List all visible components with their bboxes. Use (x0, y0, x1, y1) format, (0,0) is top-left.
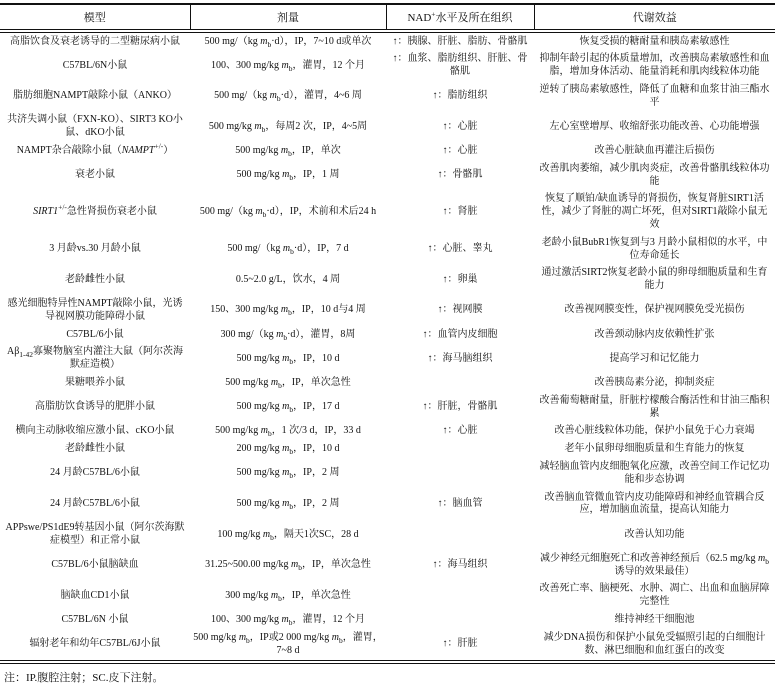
benefit-cell: 减少神经元细胞死亡和改善神经预后（62.5 mg/kg $m_b$诱导的效果最佳） (539, 552, 770, 577)
nad-cell: ↑：骨骼肌 (437, 169, 483, 181)
nad-cell (386, 611, 534, 629)
nad-cell: ↑：肾脏 (442, 206, 478, 218)
benefit-cell: 左心室壁增厚、收缩舒张功能改善、心功能增强 (549, 120, 760, 132)
dose-cell: 100 mg/kg $m_b$，隔天1次SC，28 d (217, 528, 359, 542)
model-cell: 果糖喂养小鼠 (65, 377, 125, 389)
benefit-cell: 抑制年龄引起的体质量增加，改善胰岛素敏感性和血脂，增加身体活动、能量消耗和肌肉线粒体功能 (539, 53, 770, 78)
table-row (0, 375, 775, 393)
benefit-cell: 改善肌肉萎缩，减少肌肉炎症，改善骨骼肌线粒体功能 (539, 162, 770, 187)
col-header-nad-level: NAD+水平及所在组织 (386, 4, 534, 31)
table-row (0, 489, 775, 520)
dose-cell: 100、300 mg/kg $m_b$，灌胃，12 个月 (210, 613, 366, 627)
dose-cell: 500 mg/kg $m_b$，每周2 次，IP，4~5周 (208, 120, 368, 134)
nad-cell (386, 459, 534, 490)
dose-cell: 500 mg/kg $m_b$，IP，2 周 (236, 498, 340, 511)
benefit-cell: 恢复受损的糖耐量和胰岛素敏感性 (579, 35, 730, 47)
dose-cell: 500 mg/kg $m_b$，IP，单次急性 (225, 377, 351, 391)
model-cell: 3 月龄vs.30 月龄小鼠 (49, 243, 141, 255)
table-row (0, 441, 775, 459)
table-row (0, 296, 775, 327)
model-cell: 老龄雌性小鼠 (65, 443, 125, 455)
benefit-cell: 改善视网膜变性，保护视网膜免受光损伤 (564, 304, 745, 316)
nad-cell: ↑：脂肪组织 (432, 90, 488, 102)
model-cell: 衰老小鼠 (75, 169, 115, 181)
model-cell: C57BL/6N 小鼠 (61, 613, 129, 625)
table-row (0, 611, 775, 629)
benefit-cell: 改善心脏缺血再灌注后损伤 (594, 145, 715, 157)
col-header-dose: 剂量 (190, 4, 386, 31)
benefit-cell: 通过激活SIRT2恢复老龄小鼠的卵母细胞质量和生育能力 (541, 267, 768, 292)
dose-cell: 500 mg/kg $m_b$，IP，1 周 (236, 169, 340, 183)
benefit-cell: 改善脑血管微血管内皮功能障碍和神经血管耦合反应，增加脑血流量，提高认知能力 (544, 491, 765, 516)
table-row (0, 581, 775, 612)
col-header-model: 模型 (83, 12, 106, 24)
table-row (0, 326, 775, 344)
table-row (0, 629, 775, 662)
dose-cell: 500 mg/（kg $m_b\cdot d$），灌胃，4~6 周 (214, 90, 362, 104)
benefit-cell: 减轻脑血管内皮细胞氧化应激，改善空间工作记忆功能和步态协调 (539, 461, 770, 485)
benefit-cell: 老龄小鼠BubR1恢复到与3 月龄小鼠相似的水平，中位寿命延长 (541, 236, 768, 261)
model-cell: SIRT1+/-急性肾损伤衰老小鼠 (33, 202, 157, 218)
table-row (0, 234, 775, 265)
nad-cell: ↑：心脏 (442, 145, 478, 157)
model-cell: 感光细胞特异性NAMPT敲除小鼠，光诱导视网膜功能障碍小鼠 (7, 298, 183, 322)
dose-cell: 300 mg/kg $m_b$，IP，单次急性 (225, 589, 351, 603)
nmn-mouse-study-table (0, 3, 775, 664)
table-header (0, 4, 775, 31)
table-row (0, 520, 775, 551)
benefit-cell: 恢复了顺铂/缺血诱导的肾损伤，恢复肾脏SIRT1活性，减少了肾脏的凋亡坏死，但对SIRT1敲除小鼠无效 (541, 193, 768, 231)
table-row (0, 51, 775, 82)
model-cell: 24 月龄C57BL/6小鼠 (50, 467, 140, 479)
benefit-cell: 逆转了胰岛素敏感性，降低了血糖和血浆甘油三酯水平 (539, 83, 770, 108)
nad-cell: ↑：卵巢 (442, 273, 478, 285)
table-row (0, 143, 775, 161)
dose-cell: 500 mg/kg $m_b$，IP，2 周 (236, 467, 340, 481)
model-cell: 脂肪细胞NAMPT敲除小鼠（ANKO） (13, 90, 177, 102)
benefit-cell: 改善死亡率、脑梗死、水肿、凋亡、出血和血脑屏障完整性 (539, 583, 770, 608)
dose-cell: 500 mg/kg $m_b$，IP，17 d (236, 401, 340, 415)
table-row (0, 31, 775, 51)
nad-cell: ↑：脑血管 (437, 498, 483, 509)
nad-cell: ↑：海马脑组织 (427, 352, 493, 364)
dose-cell: 200 mg/kg $m_b$，IP，10 d (236, 443, 340, 457)
benefit-cell: 减少DNA损伤和保护小鼠免受辐照引起的白细胞计数、淋巴细胞和血红蛋白的改变 (543, 631, 766, 656)
benefit-cell: 老年小鼠卵母细胞质量和生育能力的恢复 (564, 443, 745, 455)
model-cell: 高脂肪饮食诱导的肥胖小鼠 (35, 401, 155, 413)
nad-cell: ↑：肝脏，骨骼肌 (422, 401, 498, 413)
dose-cell: 500 mg/kg $m_b$，IP或2 000 mg/kg $m_b$，灌胃，7~8 d (193, 631, 383, 656)
model-cell: 脑缺血CD1小鼠 (60, 589, 130, 601)
table-row (0, 344, 775, 375)
table-row (0, 459, 775, 490)
nad-cell: ↑：血管内皮细胞 (422, 328, 498, 340)
table-row (0, 160, 775, 191)
benefit-cell: 维持神经干细胞池 (614, 613, 695, 625)
nad-cell: ↑：心脏 (442, 425, 478, 437)
dose-cell: 300 mg/（kg $m_b\cdot d$），灌胃，8周 (220, 328, 356, 342)
model-cell: 高脂饮食及衰老诱导的二型糖尿病小鼠 (10, 35, 180, 47)
table-row (0, 550, 775, 581)
header-row (0, 4, 775, 31)
nad-cell: ↑：血浆、脂肪组织、肝脏、骨骼肌 (392, 53, 528, 78)
dose-cell: 500 mg/kg $m_b$，IP，10 d (236, 352, 340, 366)
model-cell: APPswe/PS1dE9转基因小鼠（阿尔茨海默症模型）和正常小鼠 (5, 522, 185, 546)
dose-cell: 150、300 mg/kg $m_b$，IP，10 d与4 周 (210, 304, 366, 318)
model-cell: C57BL/6小鼠 (66, 328, 124, 340)
dose-cell: 500 mg/kg $m_b$，IP，单次 (235, 145, 341, 159)
nad-cell (386, 520, 534, 551)
table-row (0, 392, 775, 423)
model-cell: C57BL/6小鼠脑缺血 (51, 559, 139, 571)
benefit-cell: 改善颈动脉内皮依赖性扩张 (594, 328, 715, 340)
table-row (0, 112, 775, 143)
dose-cell: 500 mg/（kg $m_b\cdot d$），IP，7 d (227, 243, 349, 257)
nad-cell: ↑：视网膜 (437, 304, 483, 316)
model-cell: $A\beta_{1-42}$寡聚物脑室内灌注大鼠（阿尔茨海默症造模） (6, 346, 184, 371)
model-cell: 共济失调小鼠（FXN-KO）、SIRT3 KO小鼠、dKO小鼠 (7, 114, 183, 139)
benefit-cell: 改善心脏线粒体功能，保护小鼠免于心力衰竭 (554, 425, 755, 437)
table-row (0, 265, 775, 296)
nad-cell (386, 441, 534, 459)
dose-cell: 31.25~500.00 mg/kg $m_b$，IP，单次急性 (205, 559, 371, 573)
table-row (0, 81, 775, 112)
benefit-cell: 改善葡萄糖耐量，肝脏柠檬酸合酶活性和甘油三酯积累 (539, 394, 770, 419)
nad-cell (386, 581, 534, 612)
benefit-cell: 改善胰岛素分泌，抑制炎症 (594, 377, 715, 389)
table-body (0, 31, 775, 662)
nad-cell: ↑：心脏 (442, 120, 478, 132)
table-row (0, 423, 775, 441)
model-cell: C57BL/6N小鼠 (62, 59, 128, 71)
dose-cell: 500 mg/（kg $m_b\cdot d$），IP，术前和术后24 h (199, 206, 377, 220)
model-cell: 24 月龄C57BL/6小鼠 (50, 498, 140, 509)
model-cell: 横向主动脉收缩应激小鼠、cKO小鼠 (15, 425, 175, 437)
nad-cell: ↑：心脏、睾丸 (427, 243, 493, 255)
model-cell: 老龄雌性小鼠 (65, 273, 125, 285)
dose-cell: 0.5~2.0 g/L，饮水，4 周 (235, 273, 341, 285)
dose-cell: 100、300 mg/kg $m_b$，灌胃，12 个月 (210, 59, 366, 73)
dose-cell: 500 mg/kg $m_b$，1 次/3 d，IP，33 d (215, 425, 361, 439)
model-cell: 辐射老年和幼年C57BL/6J小鼠 (29, 638, 161, 650)
table-row (0, 191, 775, 234)
benefit-cell: 提高学习和记忆能力 (609, 352, 700, 364)
benefit-cell: 改善认知功能 (624, 528, 685, 540)
dose-cell: 500 mg/（kg $m_b\cdot d$），IP，7~10 d或单次 (204, 35, 372, 49)
nad-cell: ↑：海马组织 (432, 559, 488, 571)
nad-cell: ↑：胰腺、肝脏、脂肪、骨骼肌 (392, 35, 528, 47)
model-cell: NAMPT杂合敲除小鼠（NAMPT+/-） (16, 141, 174, 157)
nad-cell: ↑：肝脏 (442, 638, 478, 650)
col-header-benefit: 代谢效益 (534, 4, 775, 31)
nad-cell (386, 375, 534, 393)
table-footnote: 注：IP.腹腔注射；SC.皮下注射。 (4, 671, 164, 684)
